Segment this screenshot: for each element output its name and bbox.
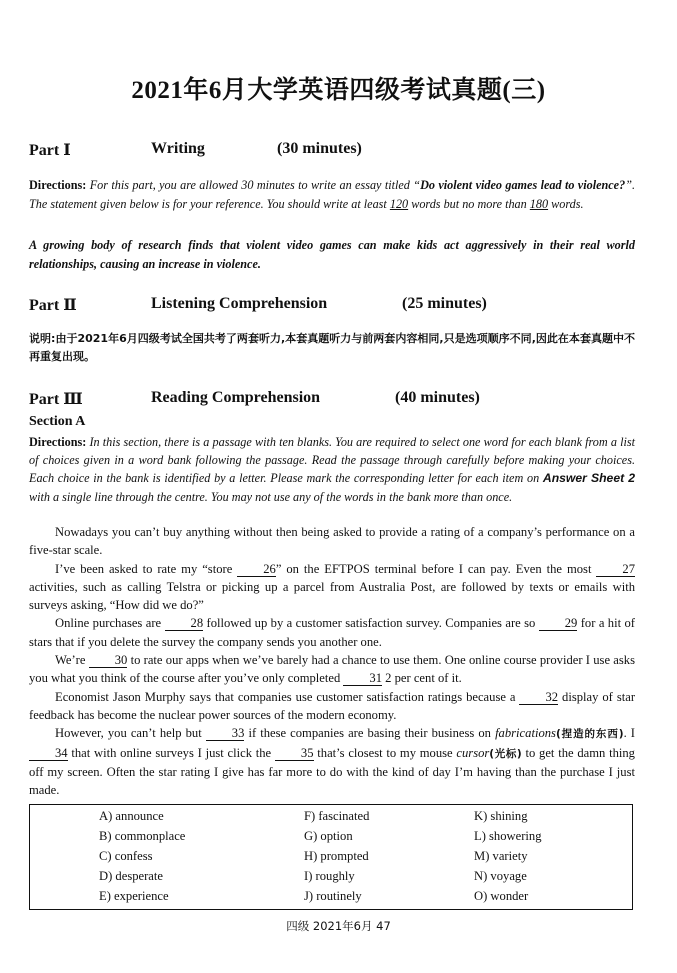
- passage-paragraph-6: However, you can’t help but 33 if these companies are basing their business on fabrications(捏造的东西). I 34 that with online surveys I just click the 35 that’s closest to my mouse cursor(光标) to get the damn thing off my screen. Often the star rating I give has far more to do with the kind of day I’m having than the purchase I just made.: [29, 726, 635, 798]
- min-words: 120: [389, 196, 409, 211]
- passage-paragraph-3: Online purchases are 28 followed up by a customer satisfaction survey. Companies are so 29 for a hit of stars that if you delete the survey the company sends you another one.: [29, 616, 635, 649]
- max-words: 180: [529, 196, 549, 211]
- page-title: 2021年6月大学英语四级考试真题(三): [131, 77, 546, 104]
- blank-27[interactable]: 27: [596, 562, 635, 577]
- directions-text: ”. The statement given below is for your reference. You should write at least: [29, 178, 636, 211]
- word-bank: [29, 804, 633, 910]
- part3-time: (40 minutes): [395, 389, 480, 406]
- blank-31[interactable]: 31: [343, 671, 382, 686]
- part1-time: (30 minutes): [277, 140, 362, 157]
- cursor-gloss: (光标): [489, 747, 522, 760]
- blank-26[interactable]: 26: [237, 562, 276, 577]
- part3-label: Part Ⅲ: [29, 391, 83, 408]
- blank-35[interactable]: 35: [275, 746, 314, 761]
- part3-directions: [29, 433, 635, 506]
- cursor-term: cursor: [456, 745, 490, 760]
- option-b[interactable]: B) commonplace: [99, 829, 186, 843]
- option-g[interactable]: G) option: [304, 829, 353, 843]
- directions-text: words but no more than: [408, 196, 530, 211]
- fabrications-term: fabrications: [495, 726, 556, 741]
- part1-directions: [29, 176, 635, 213]
- option-h[interactable]: H) prompted: [304, 849, 369, 863]
- option-k[interactable]: K) shining: [474, 809, 528, 823]
- directions-text: words.: [548, 196, 584, 211]
- blank-32[interactable]: 32: [519, 690, 558, 705]
- part1-name: Writing: [151, 140, 205, 157]
- option-f[interactable]: F) fascinated: [304, 809, 370, 823]
- essay-statement: A growing body of research finds that violent video games can make kids act aggressively in their real world relationships, causing an increase in violence.: [29, 238, 635, 271]
- option-c[interactable]: C) confess: [99, 849, 153, 863]
- directions-label: Directions:: [29, 178, 87, 192]
- option-a[interactable]: A) announce: [99, 809, 164, 823]
- directions-text: with a single line through the centre. You may not use any of the words in the bank more than once.: [29, 489, 513, 504]
- blank-30[interactable]: 30: [89, 653, 128, 668]
- part3-name: Reading Comprehension: [151, 389, 321, 406]
- part2-label: Part Ⅱ: [29, 297, 77, 314]
- answer-sheet-ref: Answer Sheet 2: [542, 471, 635, 486]
- essay-title: Do violent video games lead to violence?: [420, 178, 626, 192]
- listening-note: 说明:由于2021年6月四级考试全国共考了两套听力,本套真题听力与前两套内容相同,只是选项顺序不同,因此在本套真题中不再重复出现。: [29, 332, 635, 363]
- option-i[interactable]: I) roughly: [304, 869, 355, 883]
- passage-paragraph-5: Economist Jason Murphy says that companies use customer satisfaction ratings because a 32 display of star feedback has become the nuclear power sources of the modern economy.: [29, 689, 636, 722]
- part1-label: Part Ⅰ: [29, 142, 71, 159]
- option-m[interactable]: M) variety: [474, 849, 528, 863]
- option-l[interactable]: L) showering: [474, 829, 542, 843]
- option-d[interactable]: D) desperate: [99, 869, 163, 883]
- option-e[interactable]: E) experience: [99, 889, 169, 903]
- blank-28[interactable]: 28: [165, 616, 204, 631]
- page-footer: 四级 2021年6月 47: [286, 919, 391, 933]
- passage: [29, 523, 635, 799]
- option-j[interactable]: J) routinely: [304, 889, 362, 903]
- blank-29[interactable]: 29: [539, 616, 578, 631]
- directions-label: Directions:: [29, 435, 87, 449]
- part2-name: Listening Comprehension: [151, 295, 328, 312]
- section-a-heading: Section A: [29, 414, 86, 429]
- passage-paragraph-4: We’re 30 to rate our apps when we’ve barely had a chance to use them. One online course provider I use asks you what you think of the course after you’ve only completed 31 2 per cent of it.: [29, 653, 635, 686]
- option-n[interactable]: N) voyage: [474, 869, 527, 883]
- fabrications-gloss: (捏造的东西): [555, 728, 624, 741]
- blank-33[interactable]: 33: [206, 726, 245, 741]
- directions-text: In this section, there is a passage with ten blanks. You are required to select one word for each blank from a list of choices given in a word bank following the passage. Read the passage through carefully before making your choices. Each choice in the bank is identified by a letter. Please mark the corresponding letter for each item on: [29, 435, 635, 486]
- part2-time: (25 minutes): [402, 295, 487, 312]
- passage-paragraph-2: I’ve been asked to rate my “store 26” on the EFTPOS terminal before I can pay. Even the most 27 activities, such as calling Telstra or picking up a parcel from Australia Post, are followed by texts or emails with surveys asking, “How did we do?”: [29, 561, 635, 613]
- directions-text: For this part, you are allowed 30 minutes to write an essay titled “: [89, 178, 421, 192]
- passage-paragraph-1: Nowadays you can’t buy anything without then being asked to provide a rating of a company’s performance on a five-star scale.: [29, 525, 635, 558]
- blank-34[interactable]: 34: [29, 746, 68, 761]
- option-o[interactable]: O) wonder: [474, 889, 529, 903]
